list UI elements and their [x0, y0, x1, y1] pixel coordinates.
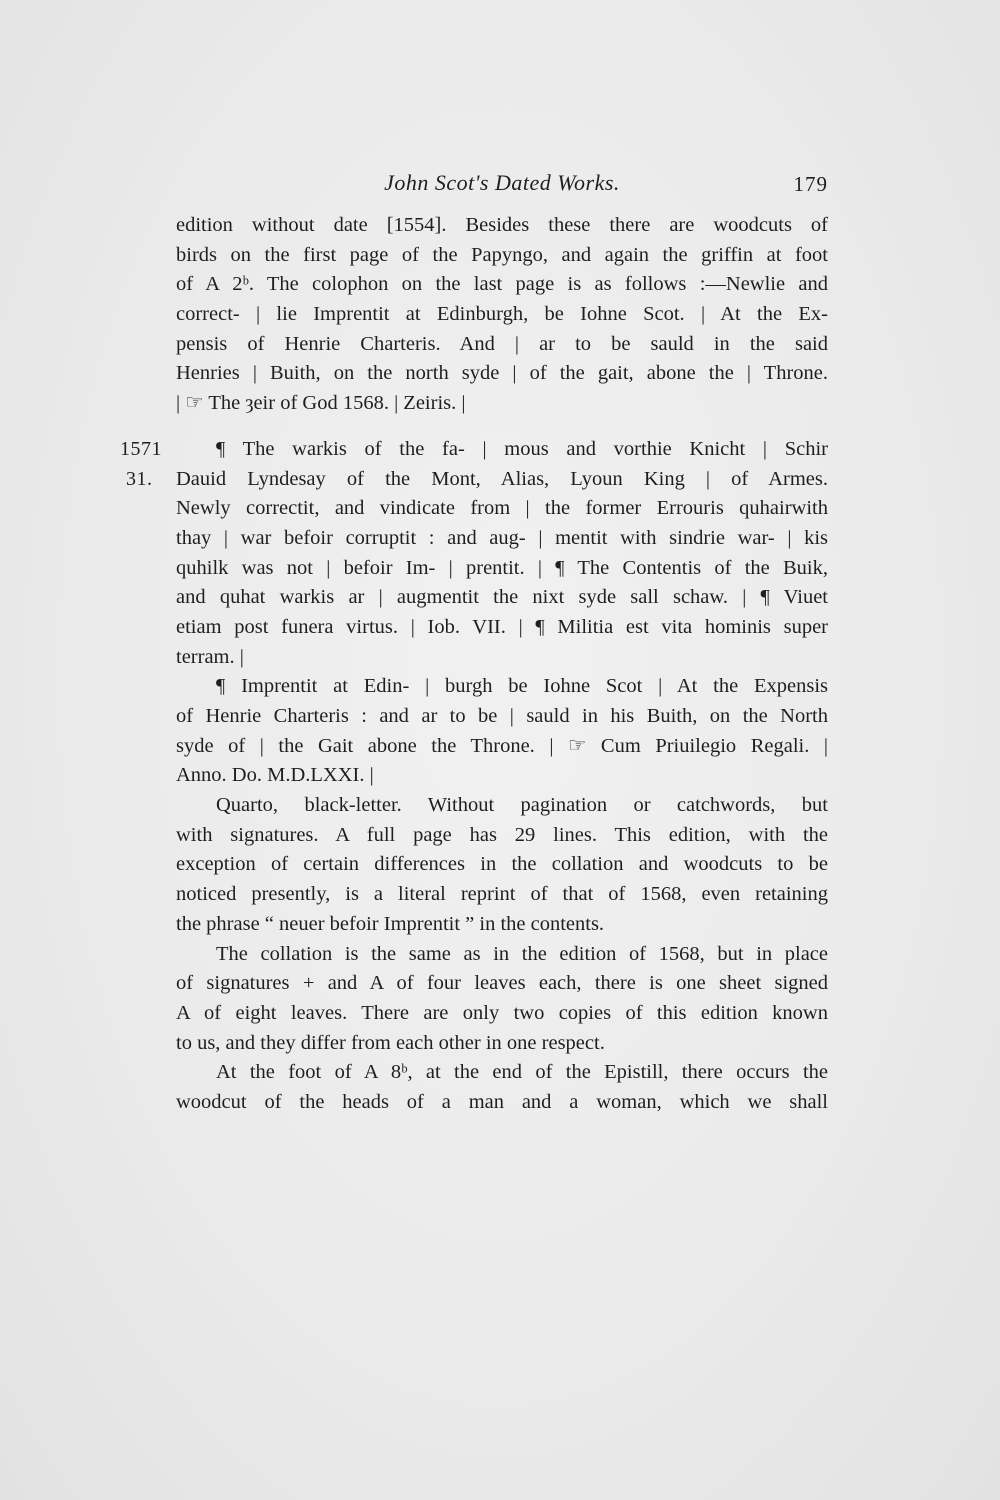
- text-line: noticed presently, is a literal reprint of that of 1568, even retaining: [176, 883, 828, 906]
- page-number: 179: [793, 172, 828, 196]
- text-line: A of eight leaves. There are only two copies of this edition known: [176, 1001, 828, 1024]
- margin-entry-number: 31.: [126, 467, 153, 490]
- text-line: thay | war befoir corruptit : and aug- | mentit with sindrie war- | kis: [176, 526, 828, 549]
- entry-separator: [176, 419, 828, 435]
- text-line: etiam post funera virtus. | Iob. VII. | ¶ Militia est vita hominis super: [176, 615, 828, 638]
- text-line: Newly correctit, and vindicate from | the former Errouris quhairwith: [176, 497, 828, 520]
- text-line: birds on the first page of the Papyngo, and again the griffin at foot: [176, 243, 828, 266]
- text-line: to us, and they differ from each other in one respect.: [176, 1031, 605, 1054]
- text-line: terram. |: [176, 645, 244, 668]
- text-line: | ☞ The ȝeir of God 1568. | Zeiris. |: [176, 392, 466, 415]
- entry-title-line: [120, 435, 828, 465]
- text-line: woodcut of the heads of a man and a woman, which we shall: [176, 1090, 828, 1113]
- text-line: of A 2ᵇ. The colophon on the last page is as follows :—Newlie and: [176, 273, 828, 296]
- text-line: correct- | lie Imprentit at Edinburgh, be Iohne Scot. | At the Ex-: [176, 303, 828, 326]
- text-line: quhilk was not | befoir Im- | prentit. | ¶ The Contentis of the Buik,: [176, 556, 828, 579]
- text-line: with signatures. A full page has 29 lines. This edition, with the: [176, 823, 828, 846]
- text-line: At the foot of A 8ᵇ, at the end of the Epistill, there occurs the: [216, 1061, 828, 1084]
- entry-title-text: ¶ The warkis of the fa- | mous and vorthie Knicht | Schir: [216, 437, 828, 460]
- entry-title-text: Dauid Lyndesay of the Mont, Alias, Lyoun King | of Armes.: [176, 467, 828, 490]
- text-line: and quhat warkis ar | augmentit the nixt syde sall schaw. | ¶ Viuet: [176, 586, 828, 609]
- text-line: Quarto, black-letter. Without pagination or catchwords, but: [216, 794, 828, 817]
- entry-title-line: [126, 465, 828, 495]
- text-line: Henries | Buith, on the north syde | of the gait, abone the | Throne.: [176, 362, 828, 385]
- running-head: [176, 170, 828, 202]
- body-text: [120, 211, 828, 1118]
- text-line: edition without date [1554]. Besides these there are woodcuts of: [176, 214, 828, 236]
- text-line: the phrase “ neuer befoir Imprentit ” in the contents.: [176, 912, 605, 935]
- running-title: John Scot's Dated Works.: [384, 170, 620, 195]
- text-line: exception of certain differences in the collation and woodcuts to be: [176, 853, 828, 876]
- margin-year: 1571: [120, 437, 162, 460]
- text-line: The collation is the same as in the edition of 1568, but in place: [216, 942, 828, 965]
- text-line: pensis of Henrie Charteris. And | ar to be sauld in the said: [176, 332, 828, 355]
- colophon-line: syde of | the Gait abone the Throne. | ☞ Cum Priuilegio Regali. |: [176, 734, 828, 757]
- colophon-line: Anno. Do. M.D.LXXI. |: [176, 764, 374, 787]
- text-line: of signatures + and A of four leaves each, there is one sheet signed: [176, 972, 828, 995]
- colophon-line: of Henrie Charteris : and ar to be | sauld in his Buith, on the North: [176, 705, 828, 727]
- colophon-line: ¶ Imprentit at Edin- | burgh be Iohne Scot | At the Expensis: [216, 675, 828, 698]
